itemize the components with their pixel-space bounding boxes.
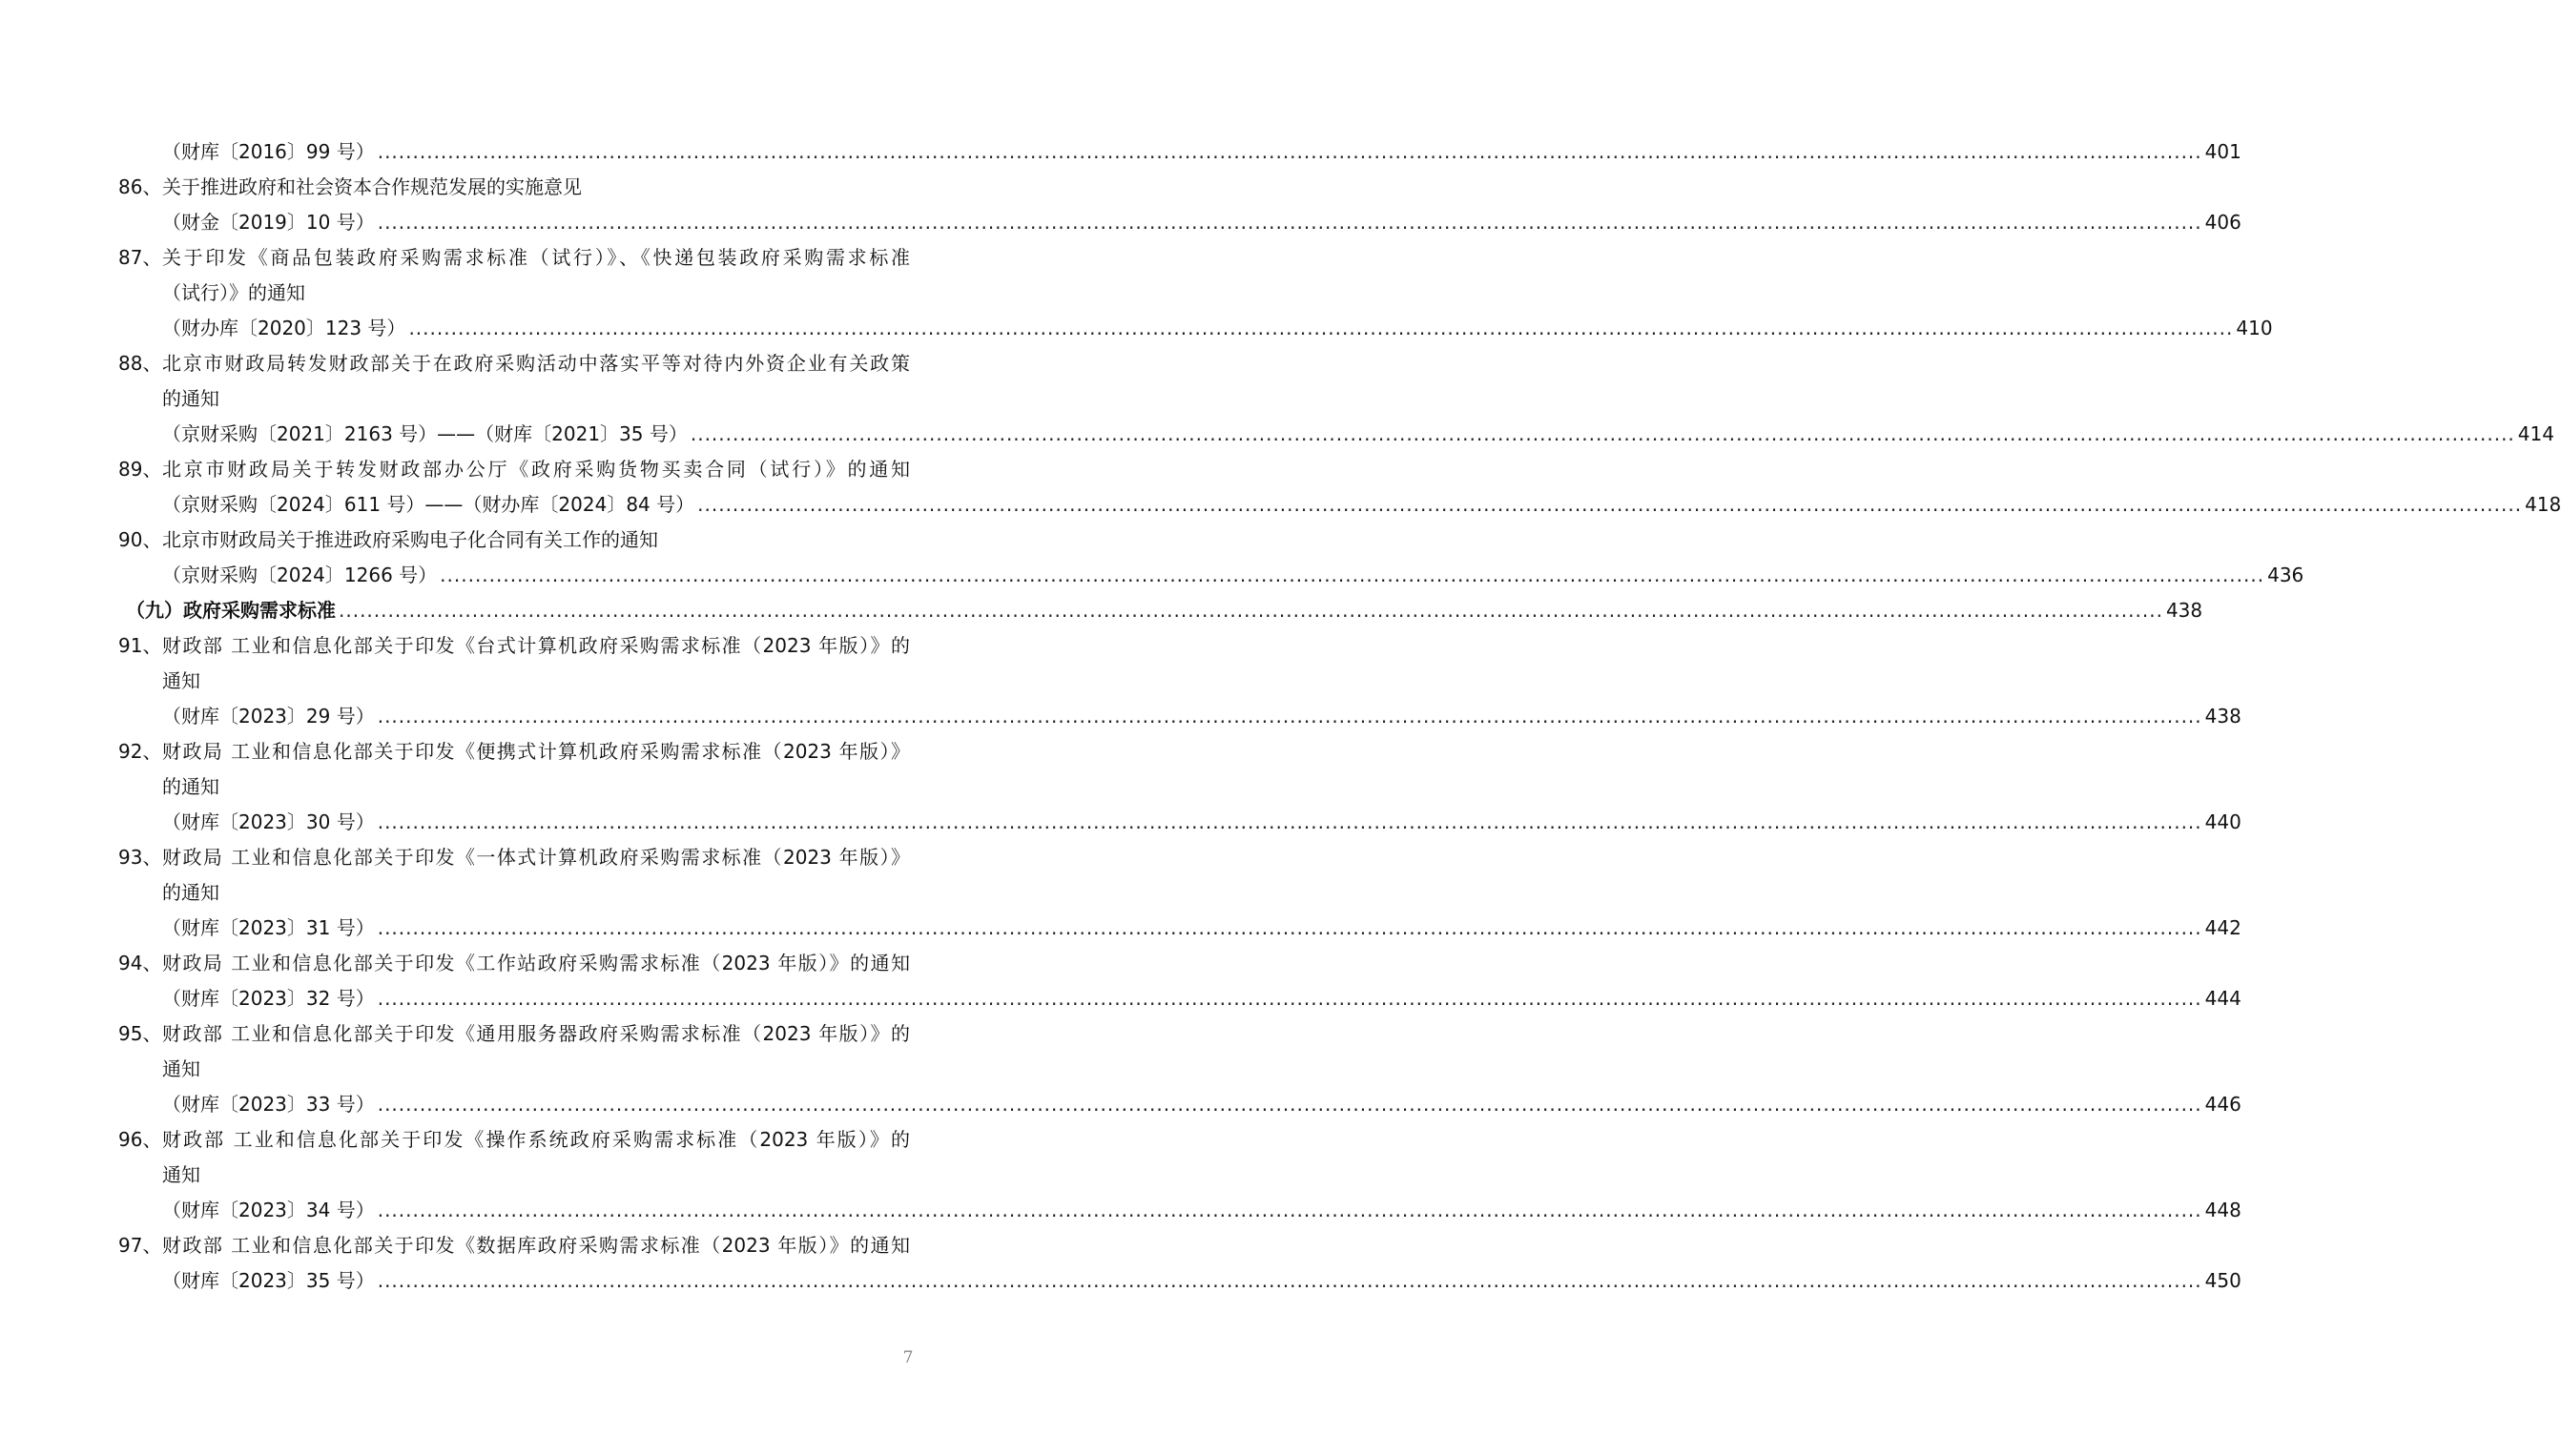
toc-entry-title xyxy=(118,734,910,769)
toc-page-number: 446 xyxy=(2204,1093,2241,1116)
toc-entry-title xyxy=(118,240,910,276)
toc-entry-number: 89、 xyxy=(118,458,162,481)
toc-entry-title xyxy=(118,1016,910,1052)
dot-leader: .................................................................................................................................................................................................................................................................... xyxy=(377,1269,2202,1292)
dot-leader: .................................................................................................................................................................................................................................................................... xyxy=(377,916,2202,939)
dot-leader: .................................................................................................................................................................................................................................................................... xyxy=(697,493,2523,516)
toc-entry-number: 91、 xyxy=(118,634,162,657)
toc-entry-reference xyxy=(118,558,2304,593)
toc-entry-text: 北京市财政局转发财政部关于在政府采购活动中落实平等对待内外资企业有关政策 xyxy=(162,352,910,375)
toc-page-number: 448 xyxy=(2204,1199,2241,1221)
toc-entry-text: 财政局 工业和信息化部关于印发《工作站政府采购需求标准（2023 年版）》的通知 xyxy=(162,952,910,974)
document-number: （财库〔2016〕99 号） xyxy=(162,140,375,163)
dot-leader: .................................................................................................................................................................................................................................................................... xyxy=(440,564,2265,586)
document-number: （财库〔2023〕31 号） xyxy=(162,916,375,939)
toc-entry-title xyxy=(118,1228,910,1263)
dot-leader: .................................................................................................................................................................................................................................................................... xyxy=(377,1093,2202,1116)
toc-entry-continuation: 的通知 xyxy=(162,775,219,798)
toc-entry-text: 关于印发《商品包装政府采购需求标准（试行）》、《快递包装政府采购需求标准 xyxy=(162,246,910,269)
toc-entry-number: 95、 xyxy=(118,1022,162,1045)
dot-leader: .................................................................................................................................................................................................................................................................... xyxy=(339,599,2163,622)
toc-page-number: 406 xyxy=(2204,211,2241,234)
toc-entry-number: 96、 xyxy=(118,1128,162,1151)
toc-entry-text: 关于推进政府和社会资本合作规范发展的实施意见 xyxy=(162,175,582,198)
toc-page-number: 438 xyxy=(2165,599,2203,622)
toc-entry-continuation: 通知 xyxy=(162,1163,200,1186)
toc-entry-title xyxy=(118,1122,910,1158)
toc-entry-number: 93、 xyxy=(118,846,162,869)
dot-leader: .................................................................................................................................................................................................................................................................... xyxy=(408,317,2234,339)
toc-entry-text: 北京市财政局关于转发财政部办公厅《政府采购货物买卖合同（试行）》的通知 xyxy=(162,458,910,481)
toc-entry-reference xyxy=(118,134,2241,170)
toc-entry-number: 97、 xyxy=(118,1234,162,1257)
page-number: 7 xyxy=(902,1348,914,1367)
toc-page-number: 414 xyxy=(2517,422,2554,445)
toc-page-number: 438 xyxy=(2204,705,2241,728)
toc-entry-reference xyxy=(118,487,2561,523)
toc-page-number: 436 xyxy=(2267,564,2304,586)
dot-leader: .................................................................................................................................................................................................................................................................... xyxy=(377,1199,2202,1221)
toc-entry-reference xyxy=(118,417,2554,452)
dot-leader: .................................................................................................................................................................................................................................................................... xyxy=(377,211,2202,234)
toc-entry-text: 财政部 工业和信息化部关于印发《操作系统政府采购需求标准（2023 年版）》的 xyxy=(162,1128,910,1151)
document-number: （京财采购〔2021〕2163 号）——（财库〔2021〕35 号） xyxy=(162,422,688,445)
toc-page-number: 450 xyxy=(2204,1269,2241,1292)
toc-page-number: 440 xyxy=(2204,810,2241,833)
toc-entry-text: 财政局 工业和信息化部关于印发《一体式计算机政府采购需求标准（2023 年版）》 xyxy=(162,846,910,869)
dot-leader: .................................................................................................................................................................................................................................................................... xyxy=(377,987,2202,1010)
toc-entry-reference xyxy=(118,1263,2241,1299)
toc-entry-title xyxy=(118,452,910,487)
toc-entry-text: 财政部 工业和信息化部关于印发《数据库政府采购需求标准（2023 年版）》的通知 xyxy=(162,1234,910,1257)
toc-entry-title xyxy=(118,946,910,981)
dot-leader: .................................................................................................................................................................................................................................................................... xyxy=(377,140,2202,163)
toc-entry-number: 88、 xyxy=(118,352,162,375)
toc-entry-number: 92、 xyxy=(118,740,162,763)
document-number: （财办库〔2020〕123 号） xyxy=(162,317,406,339)
toc-entry-number: 87、 xyxy=(118,246,162,269)
toc-entry-title xyxy=(118,628,910,664)
document-number: （财库〔2023〕29 号） xyxy=(162,705,375,728)
toc-page-number: 418 xyxy=(2525,493,2561,516)
toc-entry-title xyxy=(118,840,910,875)
toc-entry-continuation: 通知 xyxy=(162,669,200,692)
dot-leader: .................................................................................................................................................................................................................................................................... xyxy=(377,705,2202,728)
toc-entry-continuation: 的通知 xyxy=(162,881,219,904)
toc-entry-number: 90、 xyxy=(118,528,162,551)
toc-entry-reference xyxy=(118,805,2241,840)
toc-page-number: 444 xyxy=(2204,987,2241,1010)
toc-entry-reference xyxy=(118,981,2241,1016)
toc-entry-title xyxy=(118,523,910,558)
toc-entry-reference xyxy=(118,911,2241,946)
toc-entry-reference xyxy=(118,205,2241,240)
toc-entry-title xyxy=(118,170,910,205)
toc-entry-continuation: （试行）》的通知 xyxy=(162,281,305,304)
toc-entry-continuation: 通知 xyxy=(162,1057,200,1080)
toc-entry-title xyxy=(118,346,910,381)
toc-entry-text: 北京市财政局关于推进政府采购电子化合同有关工作的通知 xyxy=(162,528,658,551)
toc-entry-reference xyxy=(118,1087,2241,1122)
document-number: （财库〔2023〕32 号） xyxy=(162,987,375,1010)
document-number: （财库〔2023〕35 号） xyxy=(162,1269,375,1292)
toc-entry-text: 财政部 工业和信息化部关于印发《通用服务器政府采购需求标准（2023 年版）》的 xyxy=(162,1022,910,1045)
dot-leader: .................................................................................................................................................................................................................................................................... xyxy=(690,422,2515,445)
toc-page-number: 401 xyxy=(2204,140,2241,163)
document-number: （京财采购〔2024〕1266 号） xyxy=(162,564,438,586)
toc-entry-number: 94、 xyxy=(118,952,162,974)
toc-entry-continuation: 的通知 xyxy=(162,387,219,410)
document-number: （财库〔2023〕30 号） xyxy=(162,810,375,833)
dot-leader: .................................................................................................................................................................................................................................................................... xyxy=(377,810,2202,833)
document-number: （财库〔2023〕34 号） xyxy=(162,1199,375,1221)
table-of-contents xyxy=(118,134,2561,1299)
toc-section-heading xyxy=(118,593,2203,628)
document-number: （京财采购〔2024〕611 号）——（财办库〔2024〕84 号） xyxy=(162,493,695,516)
toc-entry-reference xyxy=(118,1193,2241,1228)
toc-page-number: 442 xyxy=(2204,916,2241,939)
toc-entry-text: 财政部 工业和信息化部关于印发《台式计算机政府采购需求标准（2023 年版）》的 xyxy=(162,634,910,657)
toc-entry-text: 财政局 工业和信息化部关于印发《便携式计算机政府采购需求标准（2023 年版）》 xyxy=(162,740,910,763)
document-number: （财库〔2023〕33 号） xyxy=(162,1093,375,1116)
toc-page-number: 410 xyxy=(2236,317,2273,339)
section-title: （九）政府采购需求标准 xyxy=(126,599,336,622)
toc-entry-number: 86、 xyxy=(118,175,162,198)
toc-entry-reference xyxy=(118,311,2273,346)
document-number: （财金〔2019〕10 号） xyxy=(162,211,375,234)
toc-entry-reference xyxy=(118,699,2241,734)
